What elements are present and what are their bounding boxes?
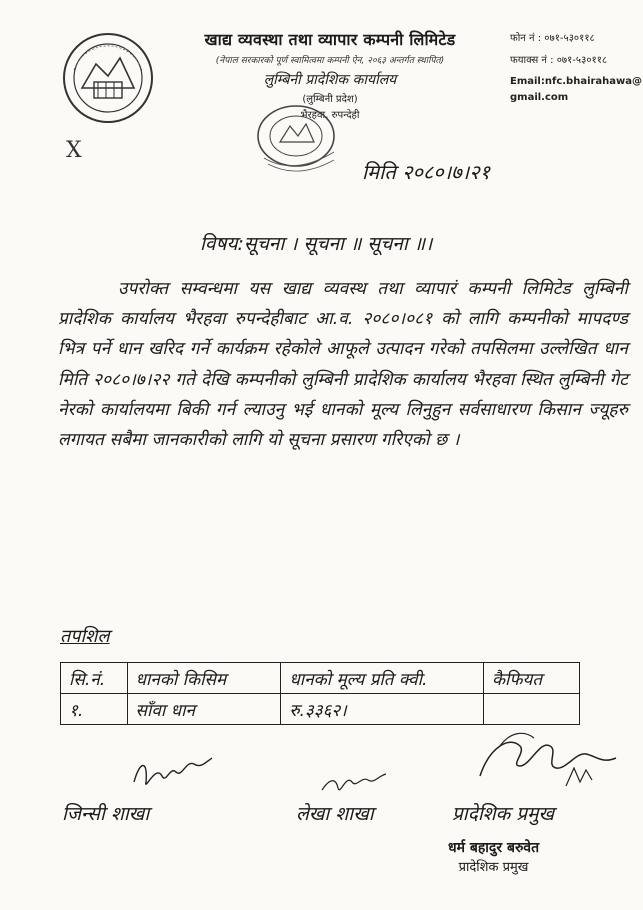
office-stamp-icon xyxy=(244,98,364,180)
org-name: खाद्य व्यवस्था तथा व्यापार कम्पनी लिमिटेड xyxy=(204,30,456,49)
cell-remarks xyxy=(483,694,579,725)
paddy-rate-table xyxy=(60,662,580,725)
email-address: Email:nfc.bhairahawa@ gmail.com xyxy=(510,76,643,103)
cell-price: रु.३३६२। xyxy=(281,694,484,725)
document-date: मिति २०८०।७।२१ xyxy=(362,160,491,184)
signature-chief-section xyxy=(452,800,554,826)
signature-right-icon xyxy=(470,726,630,796)
org-subtitle: (नेपाल सरकारको पूर्ण स्वामित्वमा कम्पनी ऐन, २०६३ अन्तर्गत स्थापित) xyxy=(215,56,445,66)
subject-line: विषय:सूचना । सूचना ॥ सूचना ॥। xyxy=(200,233,433,255)
notice-body xyxy=(58,274,628,455)
district: भैरहवा, रुपन्देही xyxy=(300,110,360,121)
signature-left-label: जिन्सी शाखा xyxy=(62,803,150,825)
col-header-price: धानको मूल्य प्रति क्वी. xyxy=(281,663,484,694)
signature-middle-icon xyxy=(318,770,398,798)
company-logo-icon xyxy=(60,30,156,126)
signature-accounts-section xyxy=(296,800,374,826)
notice-body-text: उपरोक्त सम्वन्धमा यस खाद्य व्यवस्थ तथा व्यापारं कम्पनी लिमिटेड लुम्बिनी प्रादेशिक कार्यालय भैरहवा रुपन्देहीबाट आ.व. २०८०।०८१ को लागि कम्पनीको मापदण्ड भित्र पर्ने धान खरिद गर्ने कार्यक्रम रहेकोले आफूले उत्पादन गरेको तपसिलमा उल्लेखित धान मिति २०८०।७।२२ गते देखि कम्पनीको लुम्बिनी प्रादेशिक कार्यालय भैरहवा स्थित लुम्बिनी गेट नेरको कार्यालयमा बिकी गर्न ल्याउनु भई धानको मूल्य लिनुहुन सर्वसाधारण किसान ज्यूहरु लगायत सबैमा जानकारीको लागि यो सूचना प्रसारण गरिएको छ । xyxy=(58,279,628,451)
fax-number: फयाक्स नं : ०७१-५३०११८ xyxy=(510,55,608,66)
details-heading: तपशिल xyxy=(60,626,110,647)
office-name: लुम्बिनी प्रादेशिक कार्यालय xyxy=(263,72,397,88)
contact-block xyxy=(510,30,643,106)
table-row xyxy=(61,694,580,725)
signature-inventory-section xyxy=(62,800,149,826)
phone-number: फोन नं : ०७१-५३०११८ xyxy=(510,33,595,44)
col-header-remarks: कैफियत xyxy=(483,663,579,694)
chief-title: प्रादेशिक प्रमुख xyxy=(458,860,529,875)
table-header-row xyxy=(61,663,580,694)
region: (लुम्बिनी प्रदेश) xyxy=(302,94,358,105)
cell-type: साँवा धान xyxy=(127,694,281,725)
signature-left-icon xyxy=(128,752,218,798)
signature-middle-label: लेखा शाखा xyxy=(296,803,374,825)
col-header-sn: सि.नं. xyxy=(61,663,128,694)
col-header-type: धानको किसिम xyxy=(127,663,281,694)
signature-right-label: प्रादेशिक प्रमुख xyxy=(452,803,555,825)
chief-name-stamp xyxy=(448,838,539,875)
cross-mark: X xyxy=(66,138,82,163)
cell-sn: १. xyxy=(61,694,128,725)
chief-name: धर्म बहादुर बरुवेत xyxy=(448,840,540,856)
